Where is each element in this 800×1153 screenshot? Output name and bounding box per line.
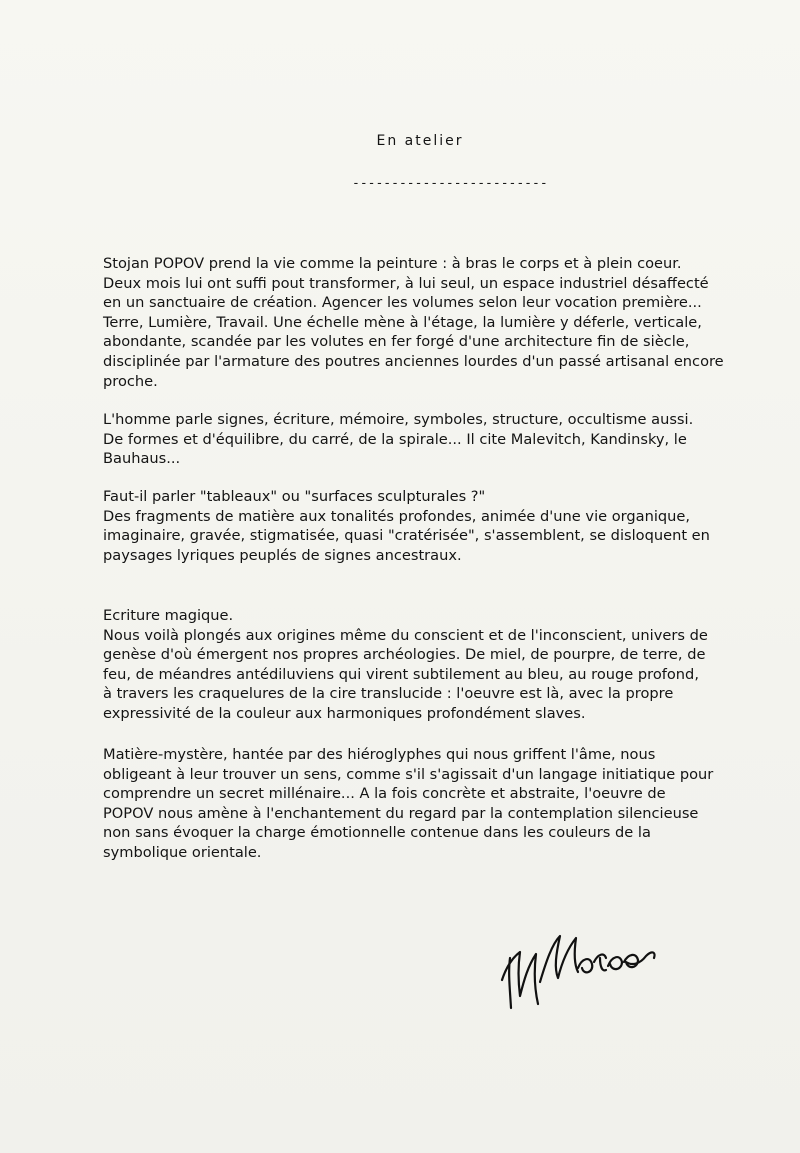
text-line: Faut-il parler "tableaux" ou "surfaces sculpturales ?" [103,488,486,505]
text-line: feu, de méandres antédiluviens qui virent subtilement au bleu, au rouge profond, [103,665,699,683]
text-line: non sans évoquer la charge émotionnelle contenue dans les couleurs de la [103,824,651,842]
page-title: En atelier [376,133,464,149]
paragraph-5 [103,745,763,863]
text-line: obligeant à leur trouver un sens, comme s'il s'agissait d'un langage initiatique pour [103,765,714,783]
text-line: Deux mois lui ont suffi pout transformer, à lui seul, un espace industriel désaffecté [103,274,709,292]
text-line: à travers les craquelures de la cire translucide : l'oeuvre est là, avec la propre [103,685,674,703]
text-line: en un sanctuaire de création. Agencer les volumes selon leur vocation première... [103,294,702,312]
text-line: symbolique orientale. [103,843,262,861]
text-line: Ecriture magique. [103,607,234,624]
text-line: Stojan POPOV prend la vie comme la peinture : à bras le corps et à plein coeur. [103,255,682,272]
text-line: POPOV nous amène à l'enchantement du regard par la contemplation silencieuse [103,804,699,822]
text-line: Matière-mystère, hantée par des hiéroglyphes qui nous griffent l'âme, nous [103,746,656,763]
paragraph-3 [103,487,763,565]
text-line: genèse d'où émergent nos propres archéologies. De miel, de pourpre, de terre, de [103,646,706,664]
text-line: disciplinée par l'armature des poutres anciennes lourdes d'un passé artisanal encore [103,352,724,370]
text-line: Terre, Lumière, Travail. Une échelle mène à l'étage, la lumière y déferle, verticale, [103,313,702,331]
text-line: comprendre un secret millénaire... A la fois concrète et abstraite, l'oeuvre de [103,785,666,803]
text-line: Des fragments de matière aux tonalités profondes, animée d'une vie organique, [103,507,691,525]
text-line: L'homme parle signes, écriture, mémoire, symboles, structure, occultisme aussi. [103,411,694,428]
handwritten-signature [496,918,666,1014]
text-line: Nous voilà plongés aux origines même du conscient et de l'inconscient, univers de [103,626,708,644]
text-line: proche. [103,372,158,390]
paragraph-2 [103,410,763,469]
text-line: paysages lyriques peuplés de signes ancestraux. [103,546,462,564]
text-line: expressivité de la couleur aux harmoniques profondément slaves. [103,704,586,722]
text-line: abondante, scandée par les volutes en fer forgé d'une architecture fin de siècle, [103,333,690,351]
paragraph-4 [103,606,763,724]
text-line: imaginaire, gravée, stigmatisée, quasi "cratérisée", s'assemblent, se disloquent en [103,527,710,545]
text-line: De formes et d'équilibre, du carré, de la spirale... Il cite Malevitch, Kandinsky, le [103,430,687,448]
paragraph-1 [103,254,763,391]
title-separator: ------------------------- [352,176,548,191]
text-line: Bauhaus... [103,450,181,468]
